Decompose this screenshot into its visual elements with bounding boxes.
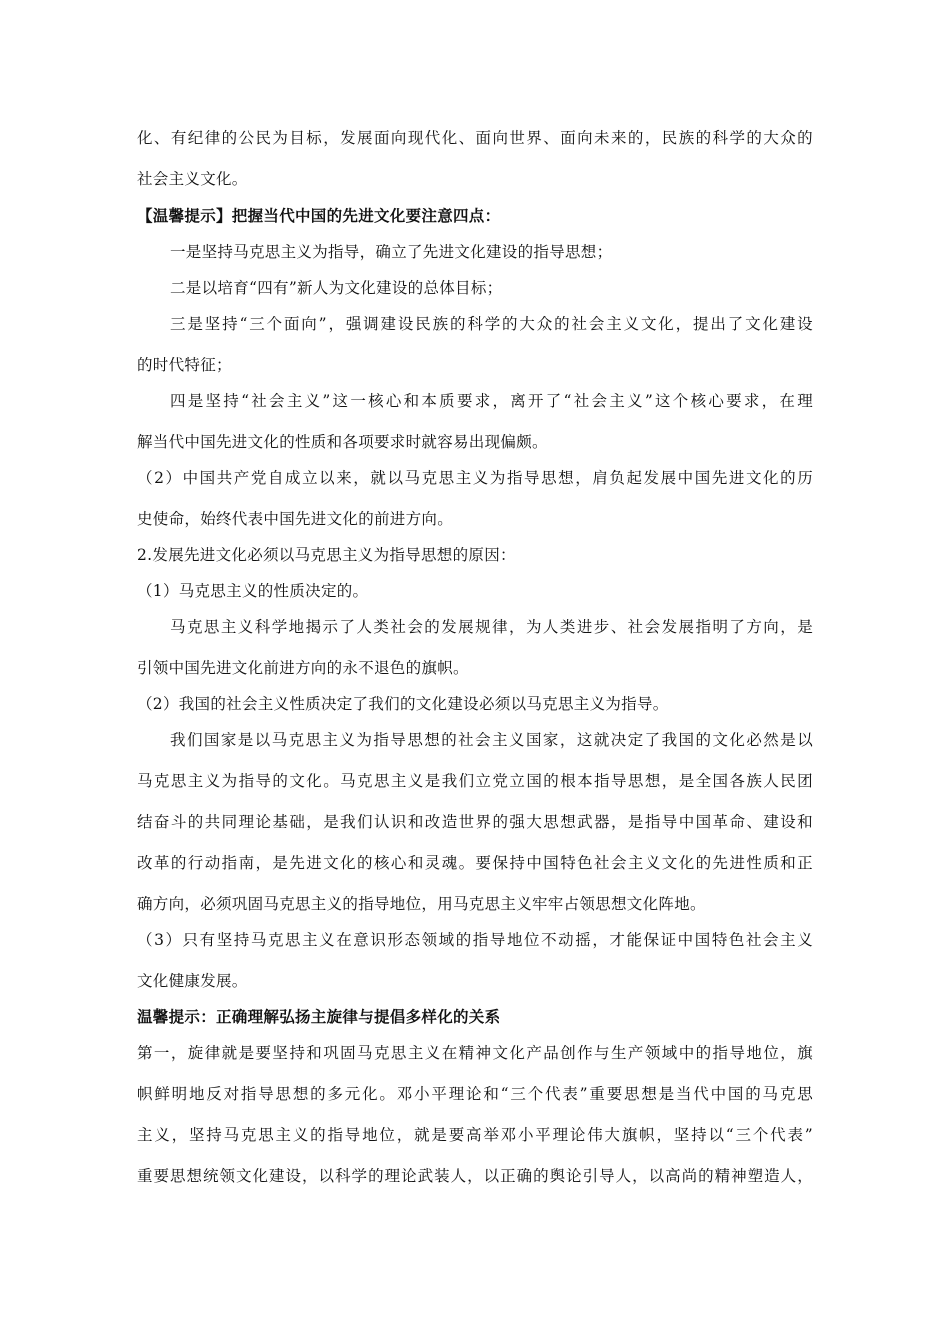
paragraph-line: （3）只有坚持马克思主义在意识形态领域的指导地位不动摇，才能保证中国特色社会主义 [137,931,813,949]
paragraph-line: 主义，坚持马克思主义的指导地位，就是要高举邓小平理论伟大旗帜，坚持以“三个代表” [137,1126,813,1144]
paragraph-line: 改革的行动指南，是先进文化的核心和灵魂。要保持中国特色社会主义文化的先进性质和正 [137,854,813,872]
paragraph-line: 解当代中国先进文化的性质和各项要求时就容易出现偏颇。 [137,433,548,451]
paragraph-line: 社会主义文化。 [137,170,248,188]
paragraph-line: 马克思主义科学地揭示了人类社会的发展规律，为人类进步、社会发展指明了方向，是 [170,618,813,636]
paragraph-line: 史使命，始终代表中国先进文化的前进方向。 [137,510,454,528]
tip-heading: 温馨提示：正确理解弘扬主旋律与提倡多样化的关系 [137,1007,501,1026]
paragraph-line: 二是以培育“四有”新人为文化建设的总体目标； [170,279,503,297]
paragraph-line: 结奋斗的共同理论基础，是我们认识和改造世界的强大思想武器，是指导中国革命、建设和 [137,813,813,831]
paragraph-line: 确方向，必须巩固马克思主义的指导地位，用马克思主义牢牢占领思想文化阵地。 [137,895,706,913]
paragraph-line: 马克思主义为指导的文化。马克思主义是我们立党立国的根本指导思想，是全国各族人民团 [137,772,813,790]
paragraph-line: 一是坚持马克思主义为指导，确立了先进文化建设的指导思想； [170,243,613,261]
paragraph-line: 四是坚持“社会主义”这一核心和本质要求，离开了“社会主义”这个核心要求，在理 [170,392,813,410]
paragraph-line: 第一，旋律就是要坚持和巩固马克思主义在精神文化产品创作与生产领域中的指导地位，旗 [137,1044,813,1062]
paragraph-line: 我们国家是以马克思主义为指导思想的社会主义国家，这就决定了我国的文化必然是以 [170,731,813,749]
paragraph-line: 引领中国先进文化前进方向的永不退色的旗帜。 [137,659,469,677]
paragraph-line: 化、有纪律的公民为目标，发展面向现代化、面向世界、面向未来的，民族的科学的大众的 [137,129,813,147]
paragraph-line: 的时代特征； [137,356,232,374]
paragraph-line: 重要思想统领文化建设，以科学的理论武装人，以正确的舆论引导人，以高尚的精神塑造人， [137,1167,813,1185]
paragraph-line: （1）马克思主义的性质决定的。 [137,582,369,600]
section-heading: 2.发展先进文化必须以马克思主义为指导思想的原因： [137,546,516,564]
paragraph-line: 帜鲜明地反对指导思想的多元化。邓小平理论和“三个代表”重要思想是当代中国的马克思 [137,1085,813,1103]
paragraph-line: （2）我国的社会主义性质决定了我们的文化建设必须以马克思主义为指导。 [137,695,669,713]
tip-heading: 【温馨提示】把握当代中国的先进文化要注意四点： [137,206,501,225]
paragraph-line: 文化健康发展。 [137,972,248,990]
paragraph-line: （2）中国共产党自成立以来，就以马克思主义为指导思想，肩负起发展中国先进文化的历 [137,469,813,487]
paragraph-line: 三是坚持“三个面向”，强调建设民族的科学的大众的社会主义文化，提出了文化建设 [170,315,813,333]
